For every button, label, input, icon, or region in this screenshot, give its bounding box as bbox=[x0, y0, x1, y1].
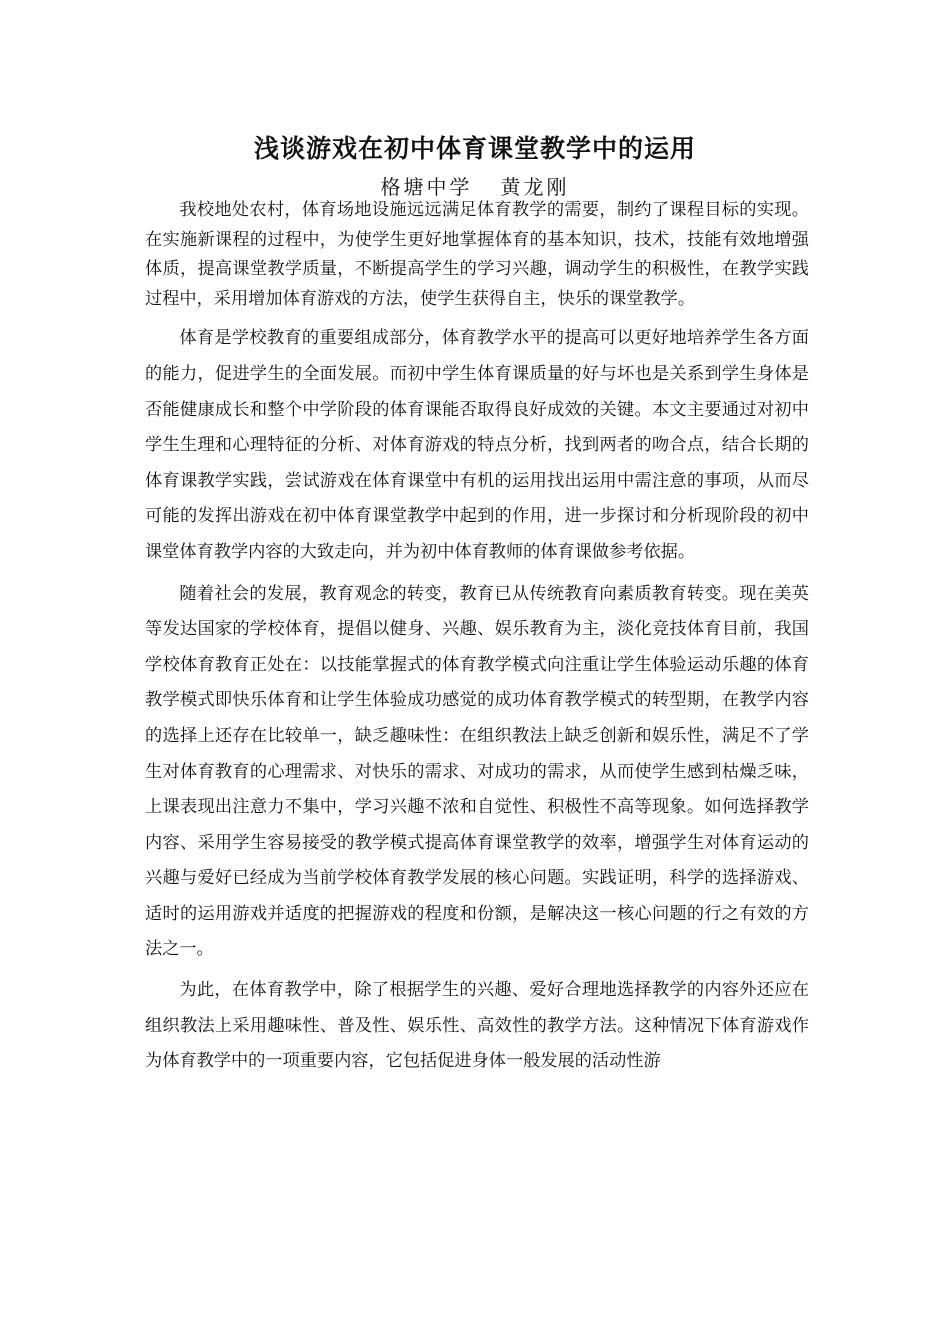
paragraph-4: 为此，在体育教学中，除了根据学生的兴趣、爱好合理地选择教学的内容外还应在组织教法上采用趣味性、普及性、娱乐性、高效性的教学方法。这种情况下体育游戏作为体育教学中的一项重要内容，它包括促进身体一般发展的活动性游 bbox=[145, 980, 809, 1072]
paragraph-3: 随着社会的发展，教育观念的转变，教育已从传统教育向素质教育转变。现在美英等发达国家的学校体育，提倡以健身、兴趣、娱乐教育为主，淡化竞技体育目前，我国学校体育教育正处在：以技能掌握式的体育教学模式向注重让学生体验运动乐趣的体育教学模式即快乐体育和让学生体验成功感觉的成功体育教学模式的转型期，在教学内容的选择上还存在比较单一，缺乏趣味性：在组织教法上缺乏创新和娱乐性，满足不了学生对体育教育的心理需求、对快乐的需求、对成功的需求，从而使学生感到枯燥乏味，上课表现出注意力不集中，学习兴趣不浓和自觉性、积极性不高等现象。如何选择教学内容、采用学生容易接受的教学模式提高体育课堂教学的效率，增强学生对体育运动的兴趣与爱好已经成为当前学校体育教学发展的核心问题。实践证明，科学的选择游戏、适时的运用游戏并适度的把握游戏的程度和份额，是解决这一核心问题的行之有效的方法之一。 bbox=[145, 583, 809, 960]
paragraph-2: 体育是学校教育的重要组成部分，体育教学水平的提高可以更好地培养学生各方面的能力，促进学生的全面发展。而初中学生体育课质量的好与坏也是关系到学生身体是否能健康成长和整个中学阶段的体育课能否取得良好成效的关键。本文主要通过对初中学生生理和心理特征的分析、对体育游戏的特点分析，找到两者的吻合点，结合长期的体育课教学实践，尝试游戏在体育课堂中有机的运用找出运用中需注意的事项，从而尽可能的发挥出游戏在初中体育课堂教学中起到的作用，进一步探讨和分析现阶段的初中课堂体育教学内容的大致走向，并为初中体育教师的体育课做参考依据。 bbox=[145, 328, 809, 562]
author-name: 黄龙刚 bbox=[500, 175, 570, 199]
document-title: 浅谈游戏在初中体育课堂教学中的运用 bbox=[253, 134, 696, 163]
paragraph-1: 我校地处农村，体育场地设施远远满足体育教学的需要，制约了课程目标的实现。在实施新课程的过程中，为使学生更好地掌握体育的基本知识，技术，技能有效地增强体质，提高课堂教学质量，不断提高学生的学习兴趣，调动学生的积极性，在教学实践过程中，采用增加体育游戏的方法，使学生获得自主，快乐的课堂教学。 bbox=[145, 200, 809, 309]
document-body bbox=[145, 196, 809, 1080]
school-name: 格塘中学 bbox=[380, 175, 473, 199]
